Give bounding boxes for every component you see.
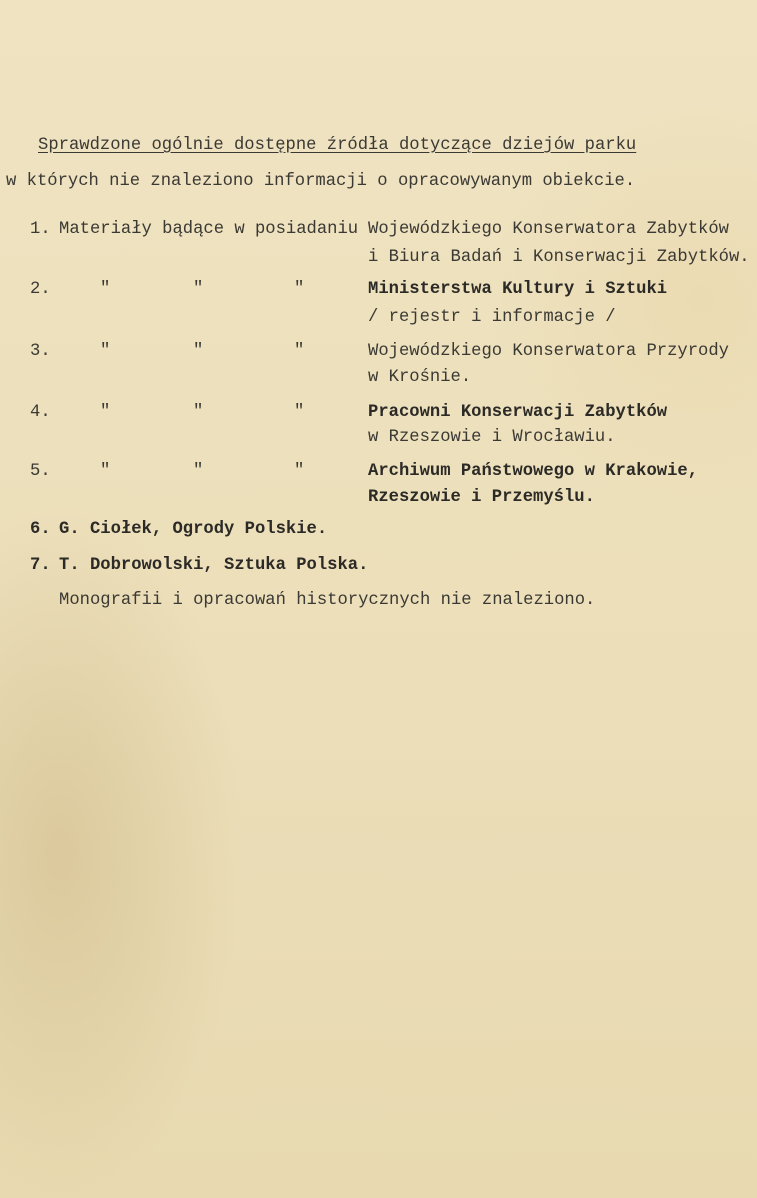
item-line: Ministerstwa Kultury i Sztuki bbox=[368, 280, 668, 299]
item-number: 6. bbox=[30, 520, 51, 539]
ditto-mark: " bbox=[193, 462, 204, 481]
ditto-mark: " bbox=[294, 342, 305, 361]
item-number: 2. bbox=[30, 280, 51, 299]
ditto-mark: " bbox=[294, 462, 305, 481]
ditto-mark: " bbox=[294, 403, 305, 422]
item-line: w Rzeszowie i Wrocławiu. bbox=[368, 428, 616, 447]
ditto-mark: " bbox=[193, 403, 204, 422]
item-line: / rejestr i informacje / bbox=[368, 308, 616, 327]
ditto-mark: " bbox=[193, 280, 204, 299]
item-line: Wojewódzkiego Konserwatora Przyrody bbox=[368, 342, 729, 361]
item-line: Rzeszowie i Przemyślu. bbox=[368, 488, 595, 507]
ditto-mark: " bbox=[100, 342, 111, 361]
item-text: G. Ciołek, Ogrody Polskie. bbox=[59, 520, 328, 539]
ditto-mark: " bbox=[193, 342, 204, 361]
item-number: 3. bbox=[30, 342, 51, 361]
conclusion: Monografii i opracowań historycznych nie znaleziono. bbox=[59, 591, 596, 610]
ditto-mark: " bbox=[100, 403, 111, 422]
item-line: Wojewódzkiego Konserwatora Zabytków bbox=[368, 220, 729, 239]
ditto-mark: " bbox=[100, 462, 111, 481]
item-line: Archiwum Państwowego w Krakowie, bbox=[368, 462, 699, 481]
item-number: 1. bbox=[30, 220, 51, 239]
ditto-mark: " bbox=[294, 280, 305, 299]
item-line: w Krośnie. bbox=[368, 368, 472, 387]
heading-title: Sprawdzone ogólnie dostępne źródła dotyczące dziejów parku bbox=[38, 136, 637, 155]
item-number: 4. bbox=[30, 403, 51, 422]
item-number: 7. bbox=[30, 556, 51, 575]
item-line: i Biura Badań i Konserwacji Zabytków. bbox=[368, 248, 750, 267]
item-text: T. Dobrowolski, Sztuka Polska. bbox=[59, 556, 369, 575]
item-number: 5. bbox=[30, 462, 51, 481]
item-source: Materiały bądące w posiadaniu bbox=[59, 220, 359, 239]
heading-subtitle: w których nie znaleziono informacji o opracowywanym obiekcie. bbox=[6, 172, 636, 191]
item-line: Pracowni Konserwacji Zabytków bbox=[368, 403, 668, 422]
ditto-mark: " bbox=[100, 280, 111, 299]
